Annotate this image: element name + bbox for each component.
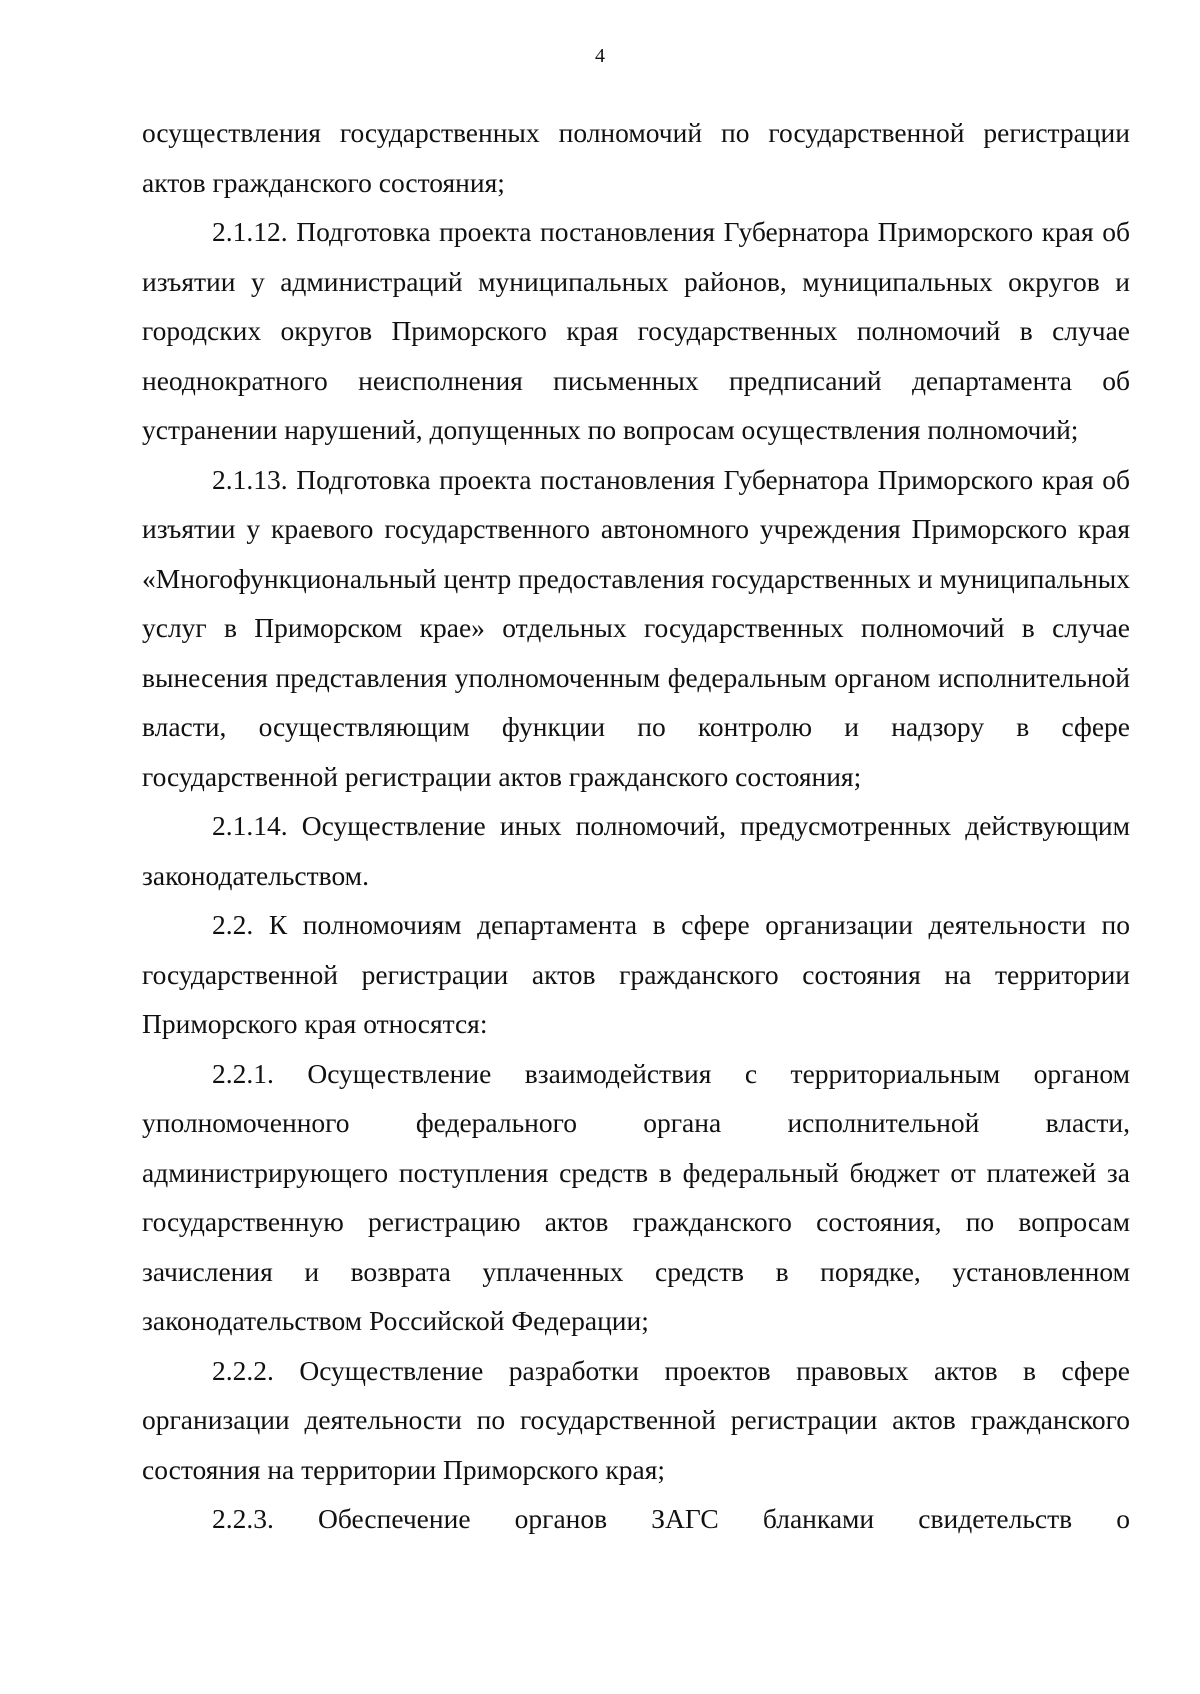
paragraph-2-2-1: 2.2.1. Осуществление взаимодействия с территориальным органом уполномоченного федерального органа исполнительной власти, администрирующего поступления средств в федеральный бюджет от платежей за государственную регистрацию актов гражданского состояния, по вопросам зачисления и возврата уплаченных средств в порядке, установленном законодательством Российской Федерации; <box>142 1057 1130 1336</box>
page-number: 4 <box>595 45 605 67</box>
document-body <box>142 108 1130 1544</box>
paragraph-continuation: осуществления государственных полномочий по государственной регистрации актов гражданского состояния; <box>142 117 1130 198</box>
paragraph-2-2-3: 2.2.3. Обеспечение органов ЗАГС бланками свидетельств о <box>212 1503 1130 1534</box>
paragraph-2-1-14: 2.1.14. Осуществление иных полномочий, предусмотренных действующим законодательством. <box>142 810 1130 891</box>
paragraph-2-1-12: 2.1.12. Подготовка проекта постановления Губернатора Приморского края об изъятии у администраций муниципальных районов, муниципальных округов и городских округов Приморского края государственных полномочий в случае неоднократного неисполнения письменных предписаний департамента об устранении нарушений, допущенных по вопросам осуществления полномочий; <box>142 216 1130 445</box>
paragraph-2-2: 2.2. К полномочиям департамента в сфере организации деятельности по государственной регистрации актов гражданского состояния на территории Приморского края относятся: <box>142 909 1130 1039</box>
paragraph-2-1-13: 2.1.13. Подготовка проекта постановления Губернатора Приморского края об изъятии у краевого государственного автономного учреждения Приморского края «Многофункциональный центр предоставления государственных и муниципальных услуг в Приморском крае» отдельных государственных полномочий в случае вынесения представления уполномоченным федеральным органом исполнительной власти, осуществляющим функции по контролю и надзору в сфере государственной регистрации актов гражданского состояния; <box>142 463 1130 792</box>
paragraph-2-2-2: 2.2.2. Осуществление разработки проектов правовых актов в сфере организации деятельности по государственной регистрации актов гражданского состояния на территории Приморского края; <box>142 1354 1130 1485</box>
